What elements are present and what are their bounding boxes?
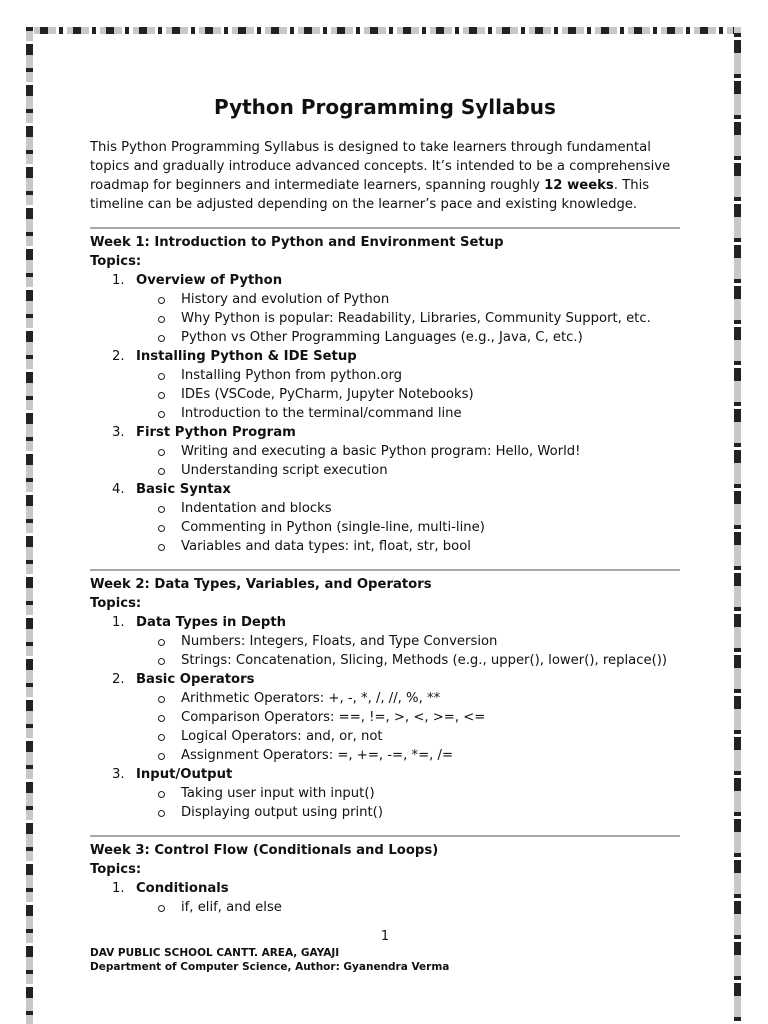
subtopic-item: [136, 727, 680, 746]
hollow-bullet-icon: [158, 525, 165, 532]
subtopic-list: [136, 632, 680, 670]
subtopic-item: [136, 689, 680, 708]
topic-title: Installing Python & IDE Setup: [136, 349, 357, 364]
footer-school: DAV PUBLIC SCHOOL CANTT. AREA, GAYAJI: [90, 947, 340, 959]
hollow-bullet-icon: [158, 715, 165, 722]
intro-duration: 12 weeks: [544, 178, 614, 193]
topic-item: [90, 423, 680, 480]
hollow-bullet-icon: [158, 544, 165, 551]
subtopic-item: [136, 499, 680, 518]
weeks-container: [90, 227, 680, 917]
week-section: [90, 575, 680, 822]
page-border-top: [26, 27, 740, 34]
subtopic-list: [136, 784, 680, 822]
topic-number: 2.: [112, 349, 125, 364]
document-title: Python Programming Syllabus: [214, 95, 556, 119]
topic-number: 4.: [112, 482, 125, 497]
subtopic-list: [136, 442, 680, 480]
subtopic-item: [136, 366, 680, 385]
topic-number: 3.: [112, 767, 125, 782]
hollow-bullet-icon: [158, 753, 165, 760]
topic-title: Basic Operators: [136, 672, 255, 687]
hollow-bullet-icon: [158, 449, 165, 456]
week-title: Week 3: Control Flow (Conditionals and Loops): [90, 843, 439, 858]
week-title: Week 2: Data Types, Variables, and Operators: [90, 577, 432, 592]
topic-title: Overview of Python: [136, 273, 283, 288]
subtopic-item: [136, 385, 680, 404]
hollow-bullet-icon: [158, 297, 165, 304]
hollow-bullet-icon: [158, 468, 165, 475]
subtopic-text: Strings: Concatenation, Slicing, Methods (e.g., upper(), lower(), replace()): [181, 653, 668, 668]
hollow-bullet-icon: [158, 392, 165, 399]
topic-item: [90, 670, 680, 765]
week-section: [90, 841, 680, 917]
subtopic-item: [136, 632, 680, 651]
intro-text-end: . This timeline can be adjusted depending on the learner’s pace and existing knowledge.: [90, 178, 650, 212]
hollow-bullet-icon: [158, 658, 165, 665]
hollow-bullet-icon: [158, 905, 165, 912]
subtopic-list: [136, 290, 680, 347]
subtopic-item: [136, 708, 680, 727]
topic-title: First Python Program: [136, 425, 296, 440]
subtopic-item: [136, 290, 680, 309]
subtopic-text: Indentation and blocks: [181, 501, 332, 516]
subtopic-text: Writing and executing a basic Python program: Hello, World!: [181, 444, 581, 459]
intro-paragraph: [90, 138, 680, 214]
subtopic-item: [136, 328, 680, 347]
subtopic-item: [136, 309, 680, 328]
topic-number: 1.: [112, 881, 125, 896]
topic-number: 2.: [112, 672, 125, 687]
subtopic-text: Arithmetic Operators: +, -, *, /, //, %, **: [181, 691, 441, 706]
topic-item: [90, 347, 680, 423]
hollow-bullet-icon: [158, 639, 165, 646]
section-divider: [90, 569, 680, 571]
subtopic-list: [136, 499, 680, 556]
topic-list: [90, 271, 680, 556]
topic-item: [90, 879, 680, 917]
hollow-bullet-icon: [158, 411, 165, 418]
subtopic-item: [136, 442, 680, 461]
topics-label: Topics:: [90, 862, 142, 877]
subtopic-text: Taking user input with input(): [181, 786, 375, 801]
week-title: Week 1: Introduction to Python and Environment Setup: [90, 235, 504, 250]
topic-title: Basic Syntax: [136, 482, 231, 497]
subtopic-list: [136, 689, 680, 765]
subtopic-text: if, elif, and else: [181, 900, 282, 915]
section-divider: [90, 835, 680, 837]
page-border-left: [26, 27, 33, 1024]
topic-title: Conditionals: [136, 881, 229, 896]
page-footer: [90, 928, 680, 974]
topic-item: [90, 480, 680, 556]
topics-label: Topics:: [90, 596, 142, 611]
hollow-bullet-icon: [158, 316, 165, 323]
topic-item: [90, 765, 680, 822]
subtopic-item: [136, 898, 680, 917]
subtopic-text: Assignment Operators: =, +=, -=, *=, /=: [181, 748, 453, 763]
subtopic-text: History and evolution of Python: [181, 292, 390, 307]
week-section: [90, 233, 680, 556]
subtopic-text: Numbers: Integers, Floats, and Type Conversion: [181, 634, 498, 649]
subtopic-text: Variables and data types: int, float, str, bool: [181, 539, 471, 554]
hollow-bullet-icon: [158, 335, 165, 342]
document-body: [90, 90, 680, 917]
topics-label: Topics:: [90, 254, 142, 269]
subtopic-text: Introduction to the terminal/command line: [181, 406, 462, 421]
subtopic-item: [136, 784, 680, 803]
topic-title: Input/Output: [136, 767, 233, 782]
subtopic-list: [136, 366, 680, 423]
page-border-right: [734, 27, 741, 1024]
topic-item: [90, 613, 680, 670]
hollow-bullet-icon: [158, 734, 165, 741]
subtopic-text: Installing Python from python.org: [181, 368, 403, 383]
topic-item: [90, 271, 680, 347]
hollow-bullet-icon: [158, 791, 165, 798]
subtopic-text: IDEs (VSCode, PyCharm, Jupyter Notebooks): [181, 387, 474, 402]
hollow-bullet-icon: [158, 696, 165, 703]
subtopic-item: [136, 746, 680, 765]
footer-department: Department of Computer Science, Author: Gyanendra Verma: [90, 961, 450, 973]
subtopic-item: [136, 651, 680, 670]
topic-number: 1.: [112, 273, 125, 288]
subtopic-text: Understanding script execution: [181, 463, 388, 478]
topic-list: [90, 613, 680, 822]
topic-list: [90, 879, 680, 917]
subtopic-text: Displaying output using print(): [181, 805, 383, 820]
subtopic-text: Commenting in Python (single-line, multi-line): [181, 520, 485, 535]
subtopic-item: [136, 537, 680, 556]
hollow-bullet-icon: [158, 373, 165, 380]
subtopic-item: [136, 404, 680, 423]
hollow-bullet-icon: [158, 810, 165, 817]
subtopic-item: [136, 518, 680, 537]
topic-number: 3.: [112, 425, 125, 440]
subtopic-list: [136, 898, 680, 917]
subtopic-text: Logical Operators: and, or, not: [181, 729, 383, 744]
subtopic-text: Python vs Other Programming Languages (e.g., Java, C, etc.): [181, 330, 583, 345]
subtopic-item: [136, 803, 680, 822]
intro-text-start: This Python Programming Syllabus is designed to take learners through fundamental topics and gradually introduce advanced concepts. It’s intended to be a comprehensive roadmap for beginners and intermediate learners, spanning roughly: [90, 140, 671, 193]
topic-title: Data Types in Depth: [136, 615, 287, 630]
subtopic-text: Comparison Operators: ==, !=, >, <, >=, <=: [181, 710, 486, 725]
subtopic-text: Why Python is popular: Readability, Libraries, Community Support, etc.: [181, 311, 651, 326]
page-number: 1: [380, 929, 390, 944]
section-divider: [90, 227, 680, 229]
subtopic-item: [136, 461, 680, 480]
topic-number: 1.: [112, 615, 125, 630]
hollow-bullet-icon: [158, 506, 165, 513]
